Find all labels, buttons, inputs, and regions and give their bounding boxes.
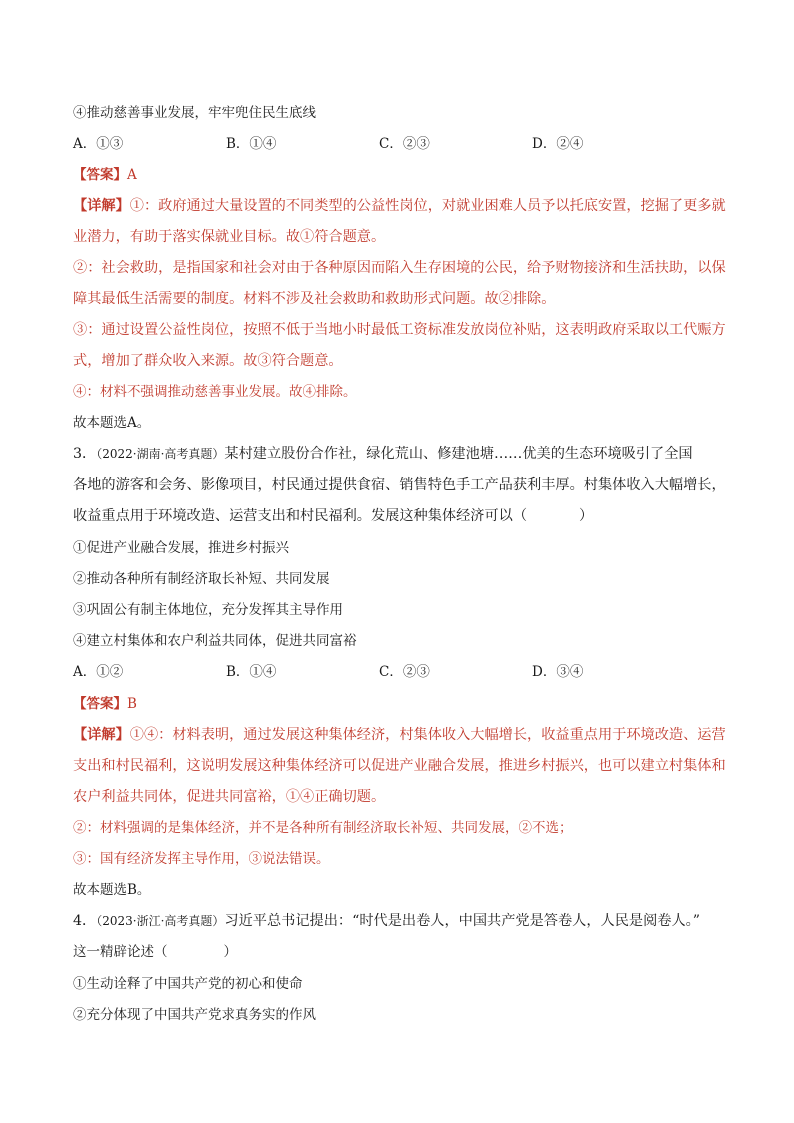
q2-explain-3a: ③：通过设置公益性岗位，按照不低于当地小时最低工资标准发放岗位补贴，这表明政府采取以工代赈方 — [73, 322, 726, 338]
q3-stem-3: 收益重点用于环境改造、运营支出和村民福利。发展这种集体经济可以（ ） — [73, 508, 594, 524]
q3-stem-2: 各地的游客和会务、影像项目，村民通过提供食宿、销售特色手工产品获利丰厚。村集体收入大幅增长， — [73, 477, 726, 493]
q2-choice-b: B．①④ — [226, 136, 277, 152]
answer-value: B — [127, 696, 137, 712]
q3-option-4: ④建立村集体和农户利益共同体，促进共同富裕 — [73, 633, 357, 649]
q3-option-1: ①促进产业融合发展，推进乡村振兴 — [73, 540, 289, 556]
q3-stem-1: 3．（2022·湖南·高考真题）某村建立股份合作社，绿化荒山、修建池塘……优美的生态环境吸引了全国 — [73, 446, 693, 462]
q3-explain-1b: 支出和村民福利，这说明发展这种集体经济可以促进产业融合发展，推进乡村振兴，也可以建立村集体和 — [73, 758, 726, 774]
q3-option-3: ③巩固公有制主体地位，充分发挥其主导作用 — [73, 602, 343, 618]
q2-option-4: ④推动慈善事业发展，牢牢兜住民生底线 — [73, 105, 316, 121]
q4-stem-2: 这一精辟论述（ ） — [73, 944, 237, 960]
q4-stem-1: 4．（2023·浙江·高考真题）习近平总书记提出：“时代是出卷人，中国共产党是答卷人，人民是阅卷人。” — [73, 913, 700, 929]
q2-explain-2a: ②：社会救助，是指国家和社会对由于各种原因而陷入生存困境的公民，给予财物接济和生活扶助，以保 — [73, 260, 726, 276]
q3-choice-b: B．①④ — [226, 664, 277, 680]
q3-option-2: ②推动各种所有制经济取长补短、共同发展 — [73, 571, 330, 587]
answer-label: 【答案】 — [73, 696, 127, 712]
answer-value: A — [127, 167, 137, 183]
q2-choice-a: A．①③ — [73, 136, 124, 152]
q4-option-2: ②充分体现了中国共产党求真务实的作风 — [73, 1007, 316, 1023]
question-number: 4． — [73, 913, 97, 929]
q2-explain-4: ④：材料不强调推动慈善事业发展。故④排除。 — [73, 384, 357, 400]
q2-choice-c: C．②③ — [379, 136, 430, 152]
q2-choices — [73, 136, 733, 152]
q3-explain-3: ③：国有经济发挥主导作用，③说法错误。 — [73, 851, 330, 867]
q2-explain-2b: 障其最低生活需要的制度。材料不涉及社会救助和救助形式问题。故②排除。 — [73, 291, 556, 307]
q3-choices — [73, 664, 733, 680]
q3-answer — [73, 696, 733, 712]
question-number: 3． — [73, 446, 97, 462]
explain-label: 【详解】 — [73, 727, 130, 743]
q2-choice-d: D．②④ — [532, 136, 584, 152]
q2-answer — [73, 167, 733, 183]
q3-choice-d: D．③④ — [532, 664, 584, 680]
q3-explain-1c: 农户利益共同体，促进共同富裕，①④正确切题。 — [73, 789, 386, 805]
q2-explain-1b: 业潜力，有助于落实保就业目标。故①符合题意。 — [73, 229, 386, 245]
q2-explain-1a: 【详解】①：政府通过大量设置的不同类型的公益性岗位，对就业困难人员予以托底安置，挖掘了更多就 — [73, 198, 726, 214]
q3-conclusion: 故本题选B。 — [73, 882, 151, 898]
question-source: （2022·湖南·高考真题） — [96, 447, 225, 461]
explain-label: 【详解】 — [73, 198, 130, 214]
q2-explain-3b: 式，增加了群众收入来源。故③符合题意。 — [73, 353, 343, 369]
q3-explain-1a: 【详解】①④：材料表明，通过发展这种集体经济，村集体收入大幅增长，收益重点用于环境改造、运营 — [73, 727, 726, 743]
q3-choice-c: C．②③ — [379, 664, 430, 680]
q3-choice-a: A．①② — [73, 664, 124, 680]
q2-conclusion: 故本题选A。 — [73, 415, 151, 431]
q4-option-1: ①生动诠释了中国共产党的初心和使命 — [73, 976, 303, 992]
answer-label: 【答案】 — [73, 167, 127, 183]
q3-explain-2: ②：材料强调的是集体经济，并不是各种所有制经济取长补短、共同发展，②不选； — [73, 820, 573, 836]
question-source: （2023·浙江·高考真题） — [96, 914, 225, 928]
